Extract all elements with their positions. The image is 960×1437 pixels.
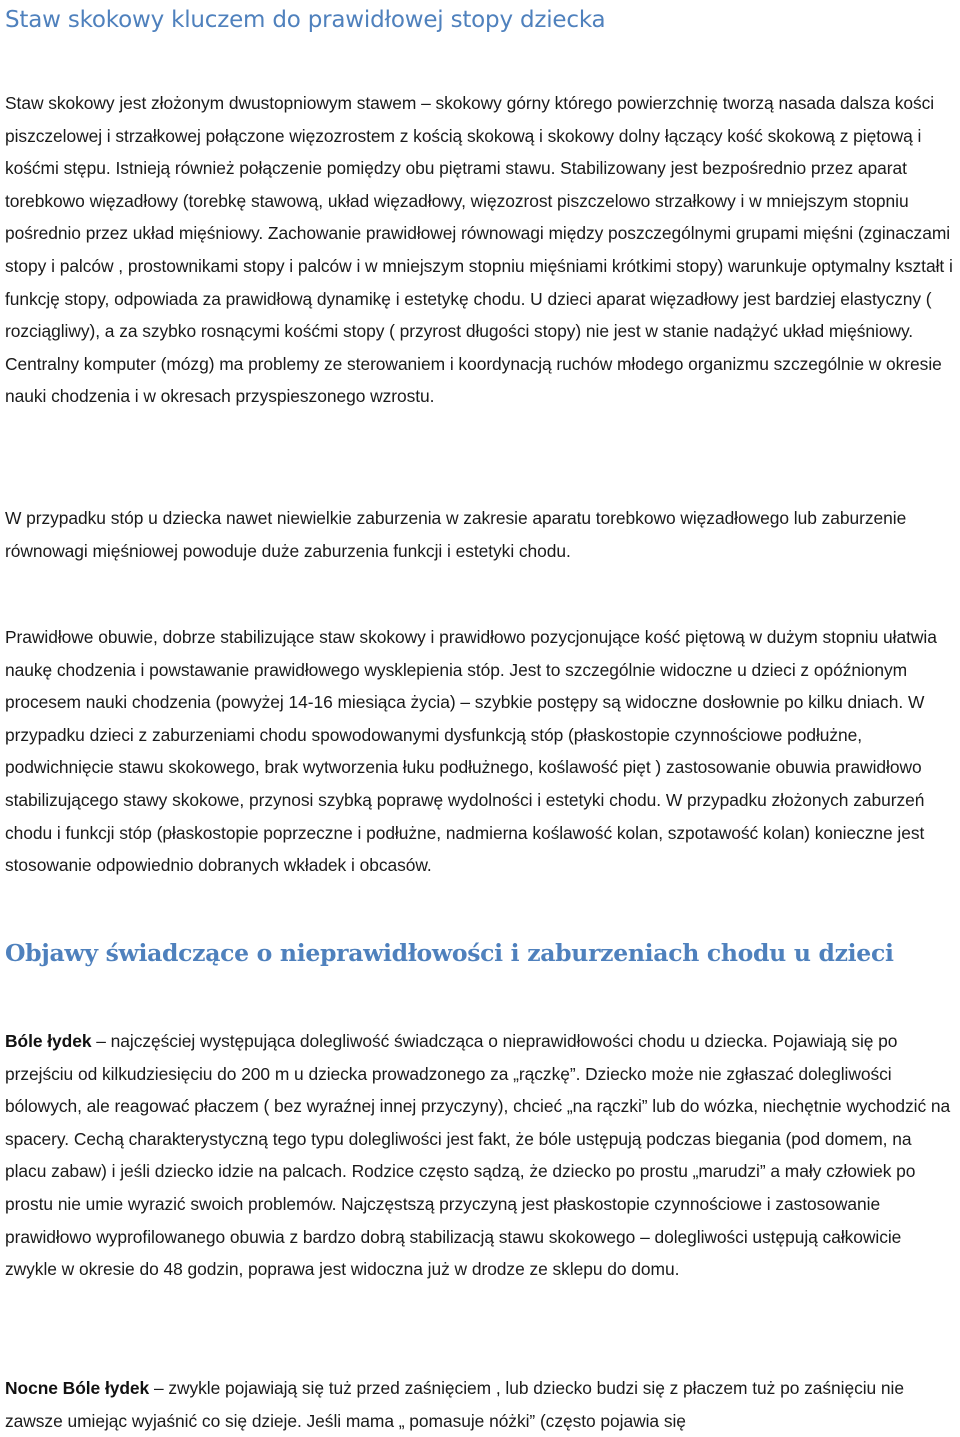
document-title: Staw skokowy kluczem do prawidłowej stopy dziecka [5,7,606,33]
paragraph-child-disorders: W przypadku stóp u dziecka nawet niewielkie zaburzenia w zakresie aparatu torebkowo więzadłowego lub zaburzenie równowagi mięśniowej powoduje duże zaburzenia funkcji i estetyki chodu. [5,508,907,561]
term-calf-pain: Bóle łydek [5,1031,92,1051]
paragraph-proper-footwear: Prawidłowe obuwie, dobrze stabilizujące staw skokowy i prawidłowo pozycjonujące kość piętową w dużym stopniu ułatwia naukę chodzenia i powstawanie prawidłowego wysklepienia stóp. Jest to szczególnie widoczne u dzieci z opóźnionym procesem nauki chodzenia (powyżej 14-16 miesiąca życia) – szybkie postępy są widoczne dosłownie po kilku dniach. W przypadku dzieci z zaburzeniami chodu spowodowanymi dysfunkcją stóp (płaskostopie czynnościowe podłużne, podwichnięcie stawu skokowego, brak wytworzenia łuku podłużnego, koślawość pięt ) zastosowanie obuwia prawidłowo stabilizującego stawy skokowe, przynosi szybką poprawę wydolności i estetyki chodu. W przypadku złożonych zaburzeń chodu i funkcji stóp (płaskostopie poprzeczne i podłużne, nadmierna koślawość kolan, szpotawość kolan) konieczne jest stosowanie odpowiednio dobranych wkładek i obcasów. [5,627,937,876]
paragraph-calf-pain [5,1025,957,1286]
calf-pain-description: – najczęściej występująca dolegliwość świadcząca o nieprawidłowości chodu u dziecka. Pojawiają się po przejściu od kilkudziesięciu do 200 m u dziecka prowadzonego za „rączkę”. Dziecko może nie zgłaszać dolegliwości bólowych, ale reagować płaczem ( bez wyraźnej innej przyczyny), chcieć „na rączki” lub do wózka, niechętnie wychodzić na spacery. Cechą charakterystyczną tego typu dolegliwości jest fakt, że bóle ustępują podczas biegania (pod domem, na placu zabaw) i jeśli dziecko idzie na palcach. Rodzice często sądzą, że dziecko po prostu „marudzi” a mały człowiek po prostu nie umie wyrazić swoich problemów. Najczęstszą przyczyną jest płaskostopie czynnościowe i zastosowanie prawidłowo wyprofilowanego obuwia z bardzo dobrą stabilizacją stawu skokowego – dolegliwości ustępują całkowicie zwykle w okresie do 48 godzin, poprawa jest widoczna już w drodze ze sklepu do domu. [5,1031,951,1280]
term-night-calf-pain: Nocne Bóle łydek [5,1378,150,1398]
paragraph-ankle-anatomy: Staw skokowy jest złożonym dwustopniowym stawem – skokowy górny którego powierzchnię tworzą nasada dalsza kości piszczelowej i strzałkowej połączone więzozrostem z kością skokową i skokowy dolny łączący kość skokową z piętową i kośćmi stępu. Istnieją również połączenie pomiędzy obu piętrami stawu. Stabilizowany jest bezpośrednio przez aparat torebkowo więzadłowy (torebkę stawową, układ więzadłowy, więzozrost piszczelowo strzałkowy i w mniejszym stopniu pośrednio przez układ mięśniowy. Zachowanie prawidłowej równowagi między poszczególnymi grupami mięśni (zginaczami stopy i palców , prostownikami stopy i palców i w mniejszym stopniu mięśniami krótkimi stopy) warunkuje optymalny kształt i funkcję stopy, odpowiada za prawidłową dynamikę i estetykę chodu. U dzieci aparat więzadłowy jest bardziej elastyczny ( rozciągliwy), a za szybko rosnącymi kośćmi stopy ( przyrost długości stopy) nie jest w stanie nadążyć układ mięśniowy. Centralny komputer (mózg) ma problemy ze sterowaniem i koordynacją ruchów młodego organizmu szczególnie w okresie nauki chodzenia i w okresach przyspieszonego wzrostu. [5,93,953,407]
document-page [5,0,957,1431]
paragraph-night-calf-pain [5,1372,957,1437]
night-calf-pain-description: – zwykle pojawiają się tuż przed zaśnięciem , lub dziecko budzi się z płaczem tuż po zaśnięciu nie zawsze umiejąc wyjaśnić co się dzieje. Jeśli mama „ pomasuje nóżki” (często pojawia się [5,1378,904,1431]
section-heading-symptoms: Objawy świadczące o nieprawidłowości i zaburzeniach chodu u dzieci [5,939,894,967]
